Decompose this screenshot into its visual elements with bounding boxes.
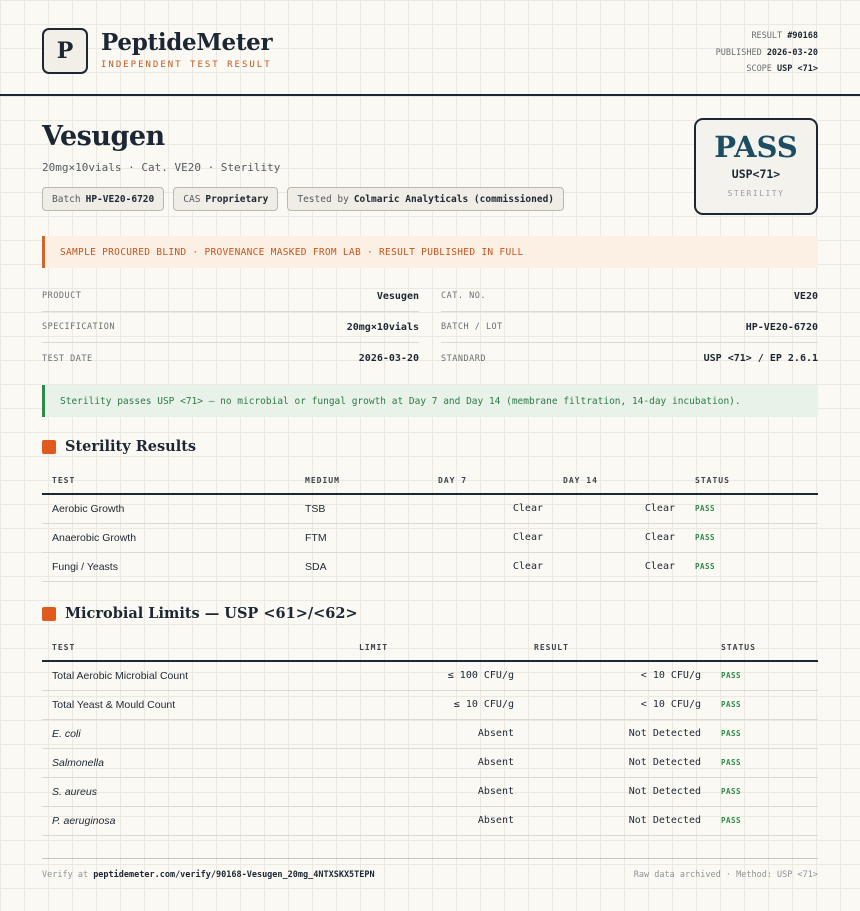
table-row [42,777,818,806]
test-name: E. coli [42,719,349,748]
limit: ≤ 10 CFU/g [349,690,524,719]
status-badge: PASS [711,806,818,835]
sterility-table [42,467,818,582]
result-meta [716,28,818,78]
table-row [42,719,818,748]
table-row [42,523,818,552]
column-header: LIMIT [349,634,524,661]
limit: Absent [349,719,524,748]
test-name: Anaerobic Growth [42,523,295,552]
test-name: Fungi / Yeasts [42,552,295,581]
product-chips [42,187,564,211]
result: Not Detected [524,719,711,748]
verdict-category: STERILITY [727,189,785,198]
table-row [42,494,818,523]
published-label: PUBLISHED [715,47,762,58]
result-number: #90168 [787,31,818,41]
cas-chip: CAS Proprietary [173,187,278,211]
column-header: TEST [42,634,349,661]
result-summary: Sterility passes USP <71> — no microbial or fungal growth at Day 7 and Day 14 (membrane filtration, 14-day incubation). [42,385,818,417]
microbial-table [42,634,818,836]
status-badge: PASS [711,661,818,690]
brand-logo: P [42,28,88,74]
info-grid [42,281,818,374]
limit: Absent [349,806,524,835]
info-row [42,343,818,374]
product-title: Vesugen [42,121,165,152]
medium: SDA [295,552,428,581]
verify-line [42,870,375,880]
brand-name: PeptideMeter [101,29,273,56]
day7-result: Clear [428,523,553,552]
result: < 10 CFU/g [524,690,711,719]
status-badge: PASS [711,719,818,748]
table-row [42,661,818,690]
page-header [0,0,860,96]
sterility-section-title: Sterility Results [42,438,196,455]
scope-label: SCOPE [746,64,772,74]
column-header: DAY 14 [553,467,685,494]
table-row [42,748,818,777]
tested-by-chip: Tested by Colmaric Analyticals (commissioned) [287,187,564,211]
page-footer [42,858,818,888]
info-standard: STANDARD USP <71> / EP 2.6.1 [441,353,818,364]
info-product: PRODUCT Vesugen [42,281,419,312]
medium: FTM [295,523,428,552]
scope-value: USP <71> [777,64,818,74]
table-row [42,806,818,835]
verdict-stamp [694,118,818,215]
status-badge: PASS [711,777,818,806]
status-badge: PASS [685,552,818,581]
info-row [42,312,818,343]
limit: ≤ 100 CFU/g [349,661,524,690]
product-subtitle: 20mg×10vials · Cat. VE20 · Sterility [42,161,281,174]
test-name: Total Yeast & Mould Count [42,690,349,719]
status-badge: PASS [711,690,818,719]
table-row [42,552,818,581]
status-badge: PASS [685,523,818,552]
column-header: STATUS [711,634,818,661]
info-specification: SPECIFICATION 20mg×10vials [42,312,419,343]
verdict-text: PASS [714,130,798,164]
microbial-section-title: Microbial Limits — USP <61>/<62> [42,605,358,622]
test-name: P. aeruginosa [42,806,349,835]
day7-result: Clear [428,552,553,581]
info-row [42,281,818,312]
published-date: 2026-03-20 [766,47,818,58]
result: Not Detected [524,806,711,835]
section-marker-icon [42,440,56,454]
section-marker-icon [42,607,56,621]
column-header: MEDIUM [295,467,428,494]
test-name: S. aureus [42,777,349,806]
verify-link[interactable]: peptidemeter.com/verify/90168-Vesugen_20mg_4NTXSKX5TEPN [93,869,375,880]
day7-result: Clear [428,494,553,523]
day14-result: Clear [553,552,685,581]
procurement-notice: SAMPLE PROCURED BLIND · PROVENANCE MASKED FROM LAB · RESULT PUBLISHED IN FULL [42,236,818,268]
result: < 10 CFU/g [524,661,711,690]
table-header-row [42,634,818,661]
brand-tagline: INDEPENDENT TEST RESULT [101,60,272,70]
batch-chip: Batch HP-VE20-6720 [42,187,164,211]
column-header: RESULT [524,634,711,661]
result: Not Detected [524,748,711,777]
result: Not Detected [524,777,711,806]
test-name: Aerobic Growth [42,494,295,523]
day14-result: Clear [553,494,685,523]
footer-method: Raw data archived · Method: USP <71> [633,869,818,880]
day14-result: Clear [553,523,685,552]
test-name: Salmonella [42,748,349,777]
info-test-date: TEST DATE 2026-03-20 [42,353,419,364]
medium: TSB [295,494,428,523]
status-badge: PASS [711,748,818,777]
test-name: Total Aerobic Microbial Count [42,661,349,690]
verdict-scope: USP<71> [731,167,781,181]
table-row [42,690,818,719]
info-batch: BATCH / LOT HP-VE20-6720 [441,312,818,343]
limit: Absent [349,777,524,806]
column-header: DAY 7 [428,467,553,494]
result-label: RESULT [751,31,783,41]
info-cat-no: CAT. NO. VE20 [441,281,818,312]
verify-label: Verify at [42,869,89,880]
column-header: STATUS [685,467,818,494]
column-header: TEST [42,467,295,494]
table-header-row [42,467,818,494]
status-badge: PASS [685,494,818,523]
limit: Absent [349,748,524,777]
